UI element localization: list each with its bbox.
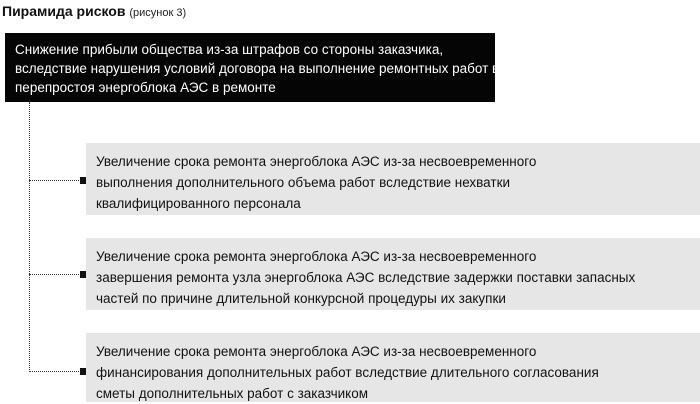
root-risk-line: перепростоя энергоблока АЭС в ремонте xyxy=(15,80,276,95)
risk-line: Увеличение срока ремонта энергоблока АЭС из-за несвоевременного xyxy=(96,249,537,264)
figure-title-main: Пирамида рисков xyxy=(2,3,126,19)
risk-line: финансирования дополнительных работ вследствие длительного согласования xyxy=(96,365,599,380)
risk-box xyxy=(86,238,700,310)
tree-connector-branch xyxy=(29,274,81,275)
risk-line: сметы дополнительных работ с заказчиком xyxy=(96,386,368,401)
root-risk-line: Снижение прибыли общества из-за штрафов со стороны заказчика, xyxy=(15,42,444,57)
risk-box xyxy=(86,143,700,215)
root-risk-line: вследствие нарушения условий договора на выполнение ремонтных работ в части xyxy=(15,61,538,76)
figure-title xyxy=(2,3,186,21)
tree-connector-vertical xyxy=(29,102,30,372)
root-risk-box xyxy=(5,33,538,102)
tree-connector-branch xyxy=(29,180,81,181)
risk-box xyxy=(86,333,700,402)
risk-line: завершения ремонта узла энергоблока АЭС вследствие задержки поставки запасных xyxy=(96,270,636,285)
risk-line: Увеличение срока ремонта энергоблока АЭС из-за несвоевременного xyxy=(96,344,537,359)
risk-line: Увеличение срока ремонта энергоблока АЭС из-за несвоевременного xyxy=(96,154,537,169)
risk-line: квалифицированного персонала xyxy=(96,196,301,211)
risk-line: частей по причине длительной конкурсной процедуры их закупки xyxy=(96,291,506,306)
risk-line: выполнения дополнительного объема работ вследствие нехватки xyxy=(96,175,511,190)
figure-title-note: (рисунок 3) xyxy=(129,7,187,19)
tree-connector-branch xyxy=(29,371,81,372)
